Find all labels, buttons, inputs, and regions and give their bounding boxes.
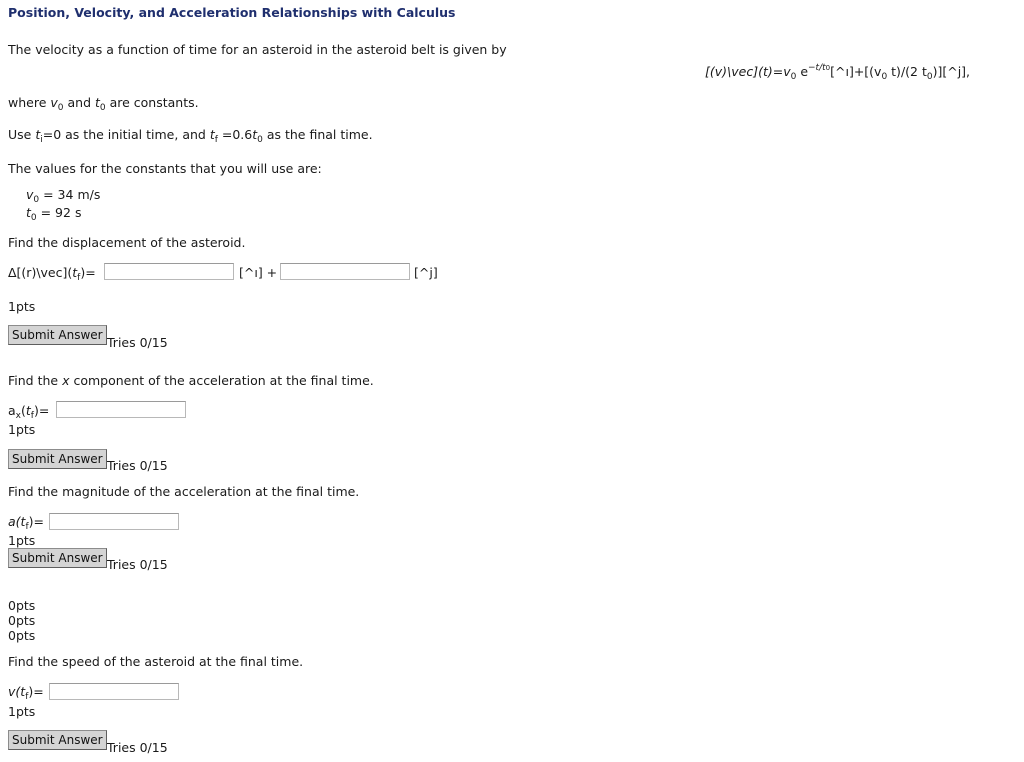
points-line: 0pts	[8, 628, 36, 643]
tries-counter: Tries 0/15	[107, 458, 168, 473]
points-line: 0pts	[8, 598, 36, 613]
displacement-j-input[interactable]	[280, 263, 410, 280]
page-title: Position, Velocity, and Acceleration Relationships with Calculus	[8, 5, 456, 20]
unit-j-label: [^j]	[414, 265, 438, 280]
values-intro: The values for the constants that you will use are:	[8, 161, 322, 176]
tries-counter: Tries 0/15	[107, 740, 168, 755]
q4-points: 1pts	[8, 704, 36, 719]
q2-prompt: Find the x component of the acceleration at the final time.	[8, 373, 374, 388]
velocity-formula: $[(v)\backslash vec](t)=v_0$ $e^{-t/t0}[\^{}ı]+[(v_0$ t)/(2 $t_0)][\^{}j]$,	[705, 63, 971, 82]
points-line: 0pts	[8, 613, 36, 628]
tries-counter: Tries 0/15	[107, 557, 168, 572]
problem-intro: The velocity as a function of time for an asteroid in the asteroid belt is given by	[8, 42, 507, 57]
acceleration-magnitude-input[interactable]	[49, 513, 179, 530]
q2-label: $a_x(t_f)=$	[8, 403, 50, 421]
q4-label: $v(t_f)=$	[8, 684, 44, 702]
q2-points: 1pts	[8, 422, 36, 437]
tries-counter: Tries 0/15	[107, 335, 168, 350]
time-range-note: Use $t_i=0$ as the initial time, and $t_f =0.6t_0$ as the final time.	[8, 127, 373, 145]
q3-prompt: Find the magnitude of the acceleration at the final time.	[8, 484, 360, 499]
displacement-i-input[interactable]	[104, 263, 234, 280]
constant-v0: $v_0 = 34$ m/s	[26, 187, 101, 205]
q1-prompt: Find the displacement of the asteroid.	[8, 235, 246, 250]
q3-label: $a(t_f)=$	[8, 514, 44, 532]
q4-prompt: Find the speed of the asteroid at the final time.	[8, 654, 304, 669]
submit-answer-button[interactable]: Submit Answer	[8, 730, 107, 750]
unit-i-label: [^ı] +	[239, 265, 278, 280]
speed-input[interactable]	[49, 683, 179, 700]
ax-input[interactable]	[56, 401, 186, 418]
q1-label: $\Delta[(r)\backslash vec](t_f)=$	[8, 265, 96, 283]
q1-points: 1pts	[8, 299, 36, 314]
constant-t0: $t_0 = 92$ s	[26, 205, 82, 223]
constants-note: where $v_0$ and $t_0$ are constants.	[8, 95, 199, 113]
submit-answer-button[interactable]: Submit Answer	[8, 449, 107, 469]
submit-answer-button[interactable]: Submit Answer	[8, 548, 107, 568]
q3-points: 1pts	[8, 533, 36, 548]
submit-answer-button[interactable]: Submit Answer	[8, 325, 107, 345]
